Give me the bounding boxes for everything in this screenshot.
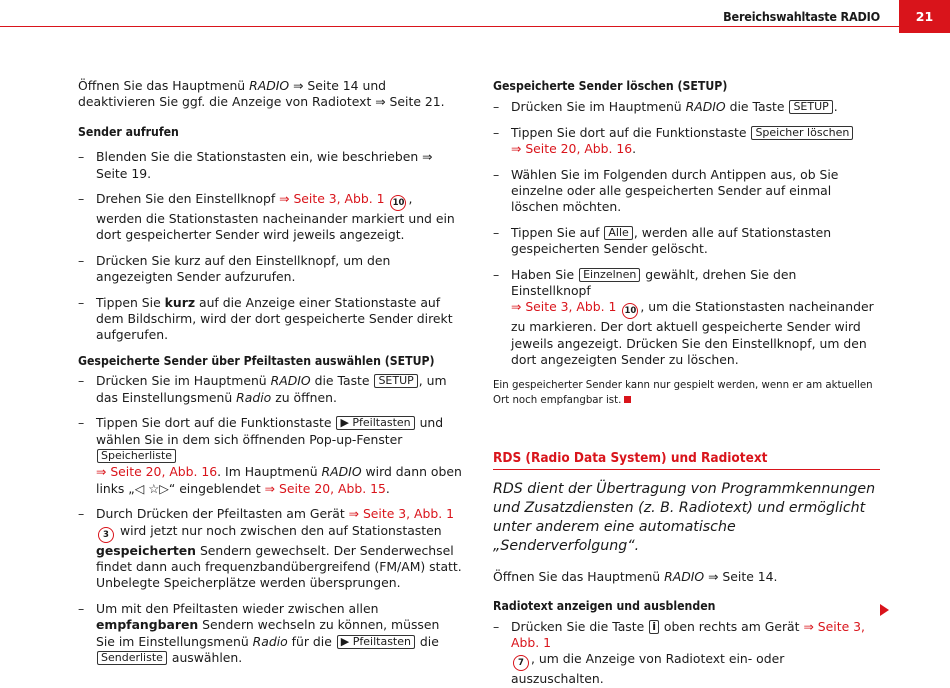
- callout-number: 10: [390, 195, 406, 211]
- list-item: – Durch Drücken der Pfeiltasten am Gerät ⇒ Seite 3, Abb. 1 3 wird jetzt nur noch zwischen den auf Stationstasten gespeicherten Sendern gewechselt. Der Senderwechsel findet dann auch frequenzbandübergreifend (FM/AM) statt. Unbelegte Speicherplätze werden übersprungen.: [78, 506, 462, 591]
- callout-number: 7: [513, 655, 529, 671]
- memory-list-key: Speicherliste: [97, 449, 176, 463]
- page-number: 21: [899, 0, 950, 33]
- setup-key: SETUP: [374, 374, 417, 388]
- end-of-section-icon: [624, 396, 631, 403]
- section-heading: Sender aufrufen: [78, 124, 179, 139]
- list-item: – Blenden Sie die Stationstasten ein, wie beschrieben ⇒ Seite 19.: [78, 149, 433, 181]
- callout-number: 10: [622, 303, 638, 319]
- list-item: – Um mit den Pfeiltasten wieder zwischen allen empfangbaren Sendern wechseln zu können, müssen Sie im Einstellungsmenü Radio für die ▶ Pfeiltasten die Senderliste auswählen.: [78, 600, 440, 665]
- section-title: RDS (Radio Data System) und Radiotext: [493, 450, 880, 470]
- page-reference-link[interactable]: ⇒ Seite 3, Abb. 1: [511, 299, 617, 315]
- page-header-title: Bereichswahltaste RADIO: [723, 9, 880, 24]
- left-column: [78, 78, 462, 666]
- list-item: – Drücken Sie die Taste i oben rechts am Gerät ⇒ Seite 3, Abb. 1 7 , um die Anzeige von Radiotext ein- oder auszuschalten.: [493, 618, 865, 687]
- page-reference-link[interactable]: ⇒ Seite 3, Abb. 1: [348, 506, 455, 522]
- list-item: – Drücken Sie kurz auf den Einstellknopf, um den angezeigten Sender aufzurufen.: [78, 252, 391, 285]
- info-key: i: [649, 620, 659, 634]
- page-reference-link[interactable]: ⇒ Seite 3, Abb. 1: [511, 618, 865, 650]
- list-item: – Wählen Sie im Folgenden durch Antippen aus, ob Sie einzelne oder alle gespeicherten Sender auf einmal löschen möchten.: [493, 166, 839, 215]
- single-key: Einzelnen: [579, 268, 640, 282]
- lead-paragraph: RDS dient der Übertragung von Programmkennungen und Zusatzdiensten (z. B. Radiotext) und ermöglicht unter anderem eine automatische „Senderverfolgung“.: [493, 480, 876, 554]
- page-reference-link[interactable]: ⇒ Seite 3, Abb. 1: [279, 191, 385, 207]
- right-column: [493, 78, 880, 688]
- intro-paragraph: Öffnen Sie das Hauptmenü RADIO ⇒ Seite 14 und deaktivieren Sie ggf. die Anzeige von Radiotext ⇒ Seite 21.: [78, 78, 445, 110]
- header-rule: [0, 26, 950, 27]
- list-item: – Tippen Sie dort auf die Funktionstaste ▶ Pfeiltasten und wählen Sie in dem sich öffnenden Pop-up-Fenster Speicherliste ⇒ Seite 20, Abb. 16. Im Hauptmenü RADIO wird dann oben links „◁ ☆▷“ eingeblendet ⇒ Seite 20, Abb. 15.: [78, 415, 462, 496]
- page-reference-link[interactable]: ⇒ Seite 20, Abb. 16: [96, 464, 218, 480]
- station-list-key: Senderliste: [97, 651, 167, 665]
- list-item: – Tippen Sie kurz auf die Anzeige einer Stationstaste auf dem Bildschirm, wird der dort gespeicherte Sender direkt aufgerufen.: [78, 294, 453, 343]
- continue-arrow-icon: [880, 604, 889, 616]
- note-text: Ein gespeicherter Sender kann nur gespielt werden, wenn er am aktuellen Ort noch empfangbar ist.: [493, 379, 873, 406]
- setup-key: SETUP: [789, 100, 832, 114]
- intro-paragraph: Öffnen Sie das Hauptmenü RADIO ⇒ Seite 14.: [493, 568, 778, 584]
- page-reference-link[interactable]: ⇒ Seite 20, Abb. 15: [264, 480, 386, 496]
- arrow-keys-key: ▶ Pfeiltasten: [336, 416, 414, 430]
- list-item: – Drücken Sie im Hauptmenü RADIO die Taste SETUP , um das Einstellungsmenü Radio zu öffnen.: [78, 373, 447, 405]
- all-key: Alle: [604, 226, 632, 240]
- list-item: – Tippen Sie dort auf die Funktionstaste Speicher löschen ⇒ Seite 20, Abb. 16.: [493, 125, 880, 158]
- arrow-keys-key: ▶ Pfeiltasten: [337, 635, 415, 649]
- delete-memory-key: Speicher löschen: [751, 126, 853, 140]
- page-reference-link[interactable]: ⇒ Seite 20, Abb. 16: [511, 141, 633, 157]
- list-item: – Tippen Sie auf Alle , werden alle auf Stationstasten gespeicherten Sender gelöscht.: [493, 224, 832, 257]
- callout-number: 3: [98, 527, 114, 543]
- section-heading: Gespeicherte Sender über Pfeiltasten auswählen (SETUP): [78, 353, 435, 368]
- list-item: – Drehen Sie den Einstellknopf ⇒ Seite 3, Abb. 1 10 , werden die Stationstasten nacheinander markiert und ein dort gespeicherter Sender wird jeweils angezeigt.: [78, 191, 455, 243]
- list-item: – Haben Sie Einzelnen gewählt, drehen Sie den Einstellknopf ⇒ Seite 3, Abb. 1 10 , um die Stationstasten nacheinander zu markieren. Der dort aktuell gespeicherte Sender wird jeweils angezeigt. Drücken Sie den Einstellknopf, um den dort angezeigten Sender zu löschen.: [493, 266, 874, 368]
- section-heading: Radiotext anzeigen und ausblenden: [493, 599, 716, 614]
- section-heading: Gespeicherte Sender löschen (SETUP): [493, 79, 728, 93]
- list-item: – Drücken Sie im Hauptmenü RADIO die Taste SETUP .: [493, 99, 838, 115]
